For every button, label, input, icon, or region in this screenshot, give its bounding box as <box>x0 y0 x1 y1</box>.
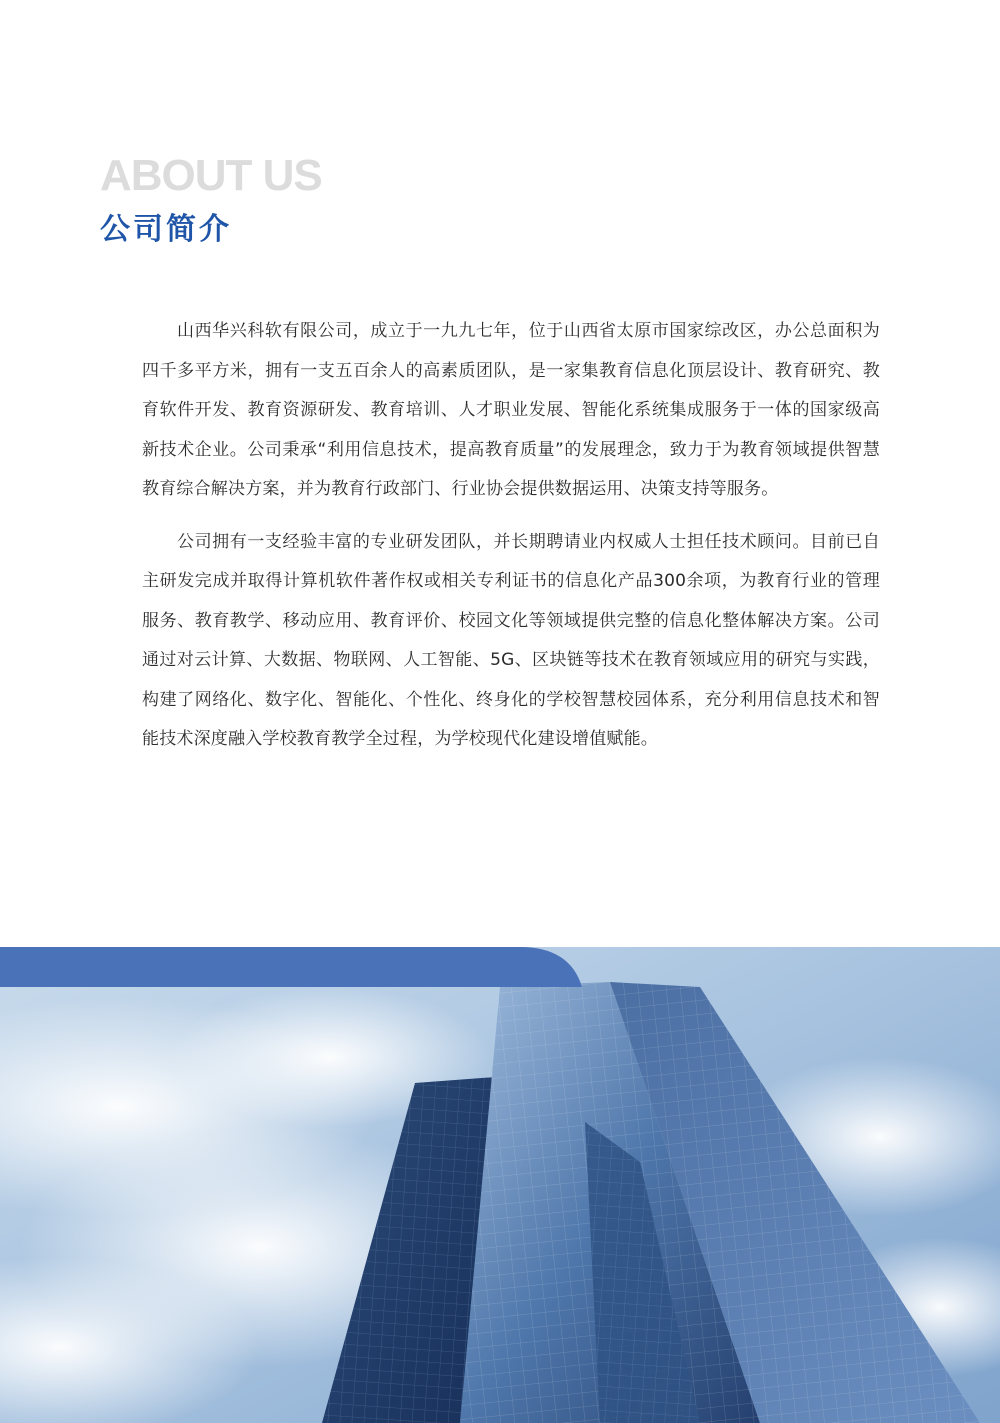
english-title: ABOUT US <box>100 151 322 200</box>
building-photo <box>0 947 1000 1423</box>
company-intro-text <box>142 312 880 760</box>
chinese-title: 公司简介 <box>100 212 232 247</box>
intro-paragraph-1: 山西华兴科软有限公司，成立于一九九七年，位于山西省太原市国家综改区，办公总面积为四千多平方米，拥有一支五百余人的高素质团队，是一家集教育信息化顶层设计、教育研究、教育软件开发、教育资源研发、教育培训、人才职业发展、智能化系统集成服务于一体的国家级高新技术企业。公司秉承“利用信息技术，提高教育质量”的发展理念，致力于为教育领域提供智慧教育综合解决方案，并为教育行政部门、行业协会提供数据运用、决策支持等服务。 <box>142 321 880 499</box>
building-banner-image <box>0 947 1000 1423</box>
page-header <box>100 150 322 250</box>
intro-paragraph-2: 公司拥有一支经验丰富的专业研发团队，并长期聘请业内权威人士担任技术顾问。目前已自主研发完成并取得计算机软件著作权或相关专利证书的信息化产品300余项，为教育行业的管理服务、教育教学、移动应用、教育评价、校园文化等领域提供完整的信息化整体解决方案。公司通过对云计算、大数据、物联网、人工智能、5G、区块链等技术在教育领域应用的研究与实践，构建了网络化、数字化、智能化、个性化、终身化的学校智慧校园体系，充分利用信息技术和智能技术深度融入学校教育教学全过程，为学校现代化建设增值赋能。 <box>142 531 880 749</box>
